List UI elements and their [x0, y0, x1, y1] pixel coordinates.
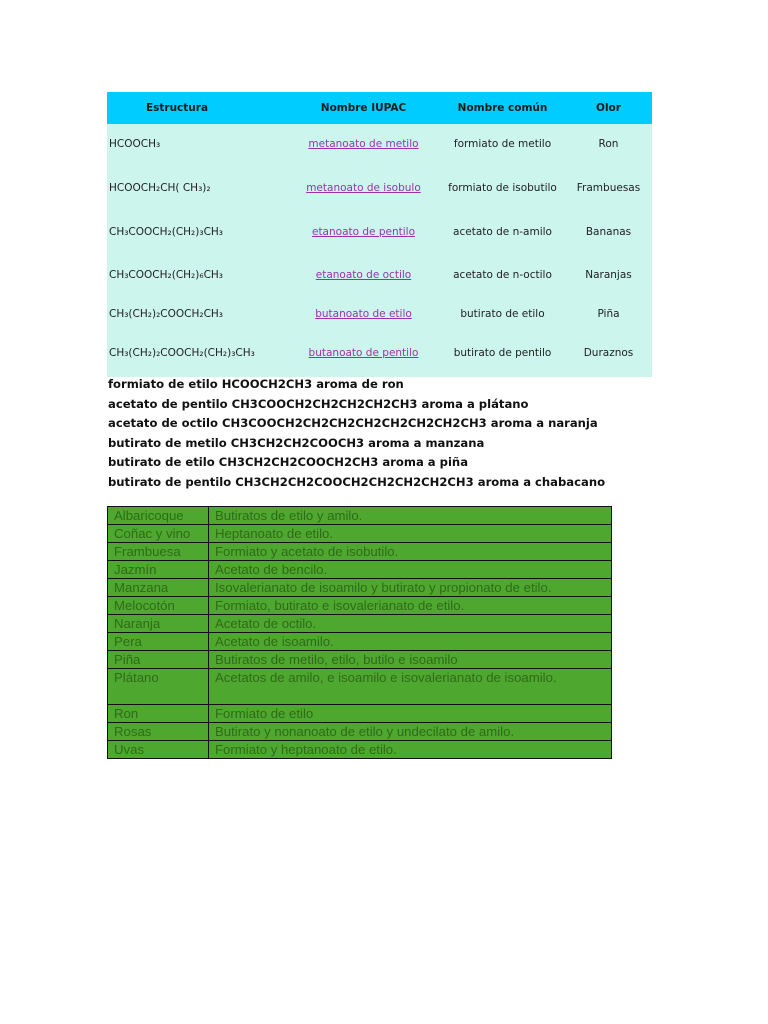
structure-cell: CH₃COOCH₂(CH₂)₆CH₃: [109, 269, 224, 281]
fruit-cell: Albaricoque: [108, 507, 209, 525]
aroma-line: butirato de pentilo CH3CH2CH2COOCH2CH2CH2CH2CH3 aroma a chabacano: [108, 474, 606, 489]
fruit-cell: Plátano: [108, 669, 209, 705]
iupac-cell: [287, 329, 440, 377]
fruit-cell: Frambuesa: [108, 543, 209, 561]
table-row: [108, 651, 612, 669]
esters-cell: Butiratos de etilo y amilo.: [209, 507, 612, 525]
esters-cell: Formiato, butirato e isovalerianato de etilo.: [209, 597, 612, 615]
fruit-cell: Piña: [108, 651, 209, 669]
table-row: [108, 525, 612, 543]
esters-cell: Acetato de octilo.: [209, 615, 612, 633]
common-name-cell: acetato de n-octilo: [453, 269, 552, 281]
iupac-link[interactable]: butanoato de etilo: [315, 308, 412, 320]
table-row: [107, 163, 652, 213]
aroma-line: butirato de etilo CH3CH2CH2COOCH2CH3 aroma a piña: [108, 455, 469, 470]
iupac-link[interactable]: metanoato de metilo: [308, 137, 419, 150]
table-row: [108, 561, 612, 579]
esters-cell: Isovalerianato de isoamilo y butirato y propionato de etilo.: [209, 579, 612, 597]
table-row: [108, 741, 612, 759]
esters-cell: Acetato de isoamilo.: [209, 633, 612, 651]
iupac-cell: [287, 299, 440, 329]
esters-cell: Formiato y acetato de isobutilo.: [209, 543, 612, 561]
table-row: [108, 669, 612, 705]
iupac-cell: [287, 163, 440, 213]
table-row: [107, 124, 652, 163]
common-name-cell: butirato de pentilo: [453, 347, 552, 359]
structure-cell: CH₃(CH₂)₂COOCH₂(CH₂)₃CH₃: [109, 347, 255, 359]
aroma-line: formiato de etilo HCOOCH2CH3 aroma de ron: [108, 377, 404, 391]
esters-cell: Acetato de bencilo.: [209, 561, 612, 579]
table-row: [107, 329, 652, 377]
fruit-cell: Naranja: [108, 615, 209, 633]
smell-cell: Piña: [597, 308, 620, 320]
smell-cell: Frambuesas: [576, 182, 641, 194]
fruit-cell: Melocotón: [108, 597, 209, 615]
common-name-cell: butirato de etilo: [460, 308, 545, 320]
header-nombre-comun: Nombre común: [457, 102, 548, 114]
iupac-cell: [287, 213, 440, 251]
common-name-cell: acetato de n-amilo: [453, 226, 552, 238]
table-row: [108, 507, 612, 525]
smell-cell: Bananas: [585, 226, 632, 238]
fruit-cell: Rosas: [108, 723, 209, 741]
header-estructura: Estructura: [145, 102, 209, 114]
header-nombre-iupac: Nombre IUPAC: [320, 102, 407, 114]
smell-cell: Ron: [598, 137, 619, 150]
iupac-link[interactable]: etanoato de pentilo: [311, 226, 416, 238]
common-name-cell: formiato de metilo: [453, 137, 552, 150]
ester-table: [107, 92, 652, 377]
table-row: [108, 543, 612, 561]
esters-cell: Butirato y nonanoato de etilo y undecilato de amilo.: [209, 723, 612, 741]
table-row: [108, 579, 612, 597]
esters-cell: Butiratos de metilo, etilo, butilo e isoamilo: [209, 651, 612, 669]
esters-cell: Formiato de etilo: [209, 705, 612, 723]
structure-cell: HCOOCH₃: [109, 137, 161, 150]
iupac-cell: [287, 124, 440, 163]
table-row: [107, 299, 652, 329]
aroma-line: acetato de octilo CH3COOCH2CH2CH2CH2CH2CH2CH2CH3 aroma a naranja: [108, 416, 598, 431]
aroma-line: butirato de metilo CH3CH2CH2COOCH3 aroma a manzana: [108, 435, 485, 450]
esters-cell: Heptanoato de etilo.: [209, 525, 612, 543]
fruit-cell: Coñac y vino: [108, 525, 209, 543]
structure-cell: CH₃COOCH₂(CH₂)₃CH₃: [109, 226, 224, 238]
table-row: [107, 213, 652, 251]
aroma-line: acetato de pentilo CH3COOCH2CH2CH2CH2CH3 aroma a plátano: [108, 396, 529, 411]
fruit-ester-table: [107, 506, 612, 759]
common-name-cell: formiato de isobutilo: [448, 182, 557, 194]
ester-table-header-row: [107, 92, 652, 124]
fruit-cell: Jazmín: [108, 561, 209, 579]
smell-cell: Naranjas: [585, 269, 632, 281]
fruit-cell: Ron: [108, 705, 209, 723]
structure-cell: HCOOCH₂CH( CH₃)₂: [109, 182, 211, 194]
iupac-link[interactable]: butanoato de pentilo: [308, 347, 419, 359]
esters-cell: Formiato y heptanoato de etilo.: [209, 741, 612, 759]
fruit-cell: Pera: [108, 633, 209, 651]
fruit-cell: Uvas: [108, 741, 209, 759]
iupac-cell: [287, 251, 440, 299]
aroma-list: [108, 375, 708, 493]
fruit-cell: Manzana: [108, 579, 209, 597]
header-olor: Olor: [596, 102, 621, 114]
table-row: [108, 597, 612, 615]
table-row: [108, 633, 612, 651]
table-row: [107, 251, 652, 299]
smell-cell: Duraznos: [583, 347, 634, 359]
structure-cell: CH₃(CH₂)₂COOCH₂CH₃: [109, 308, 224, 320]
iupac-link[interactable]: etanoato de octilo: [315, 269, 412, 281]
iupac-link[interactable]: metanoato de isobulo: [306, 182, 421, 194]
esters-cell: Acetatos de amilo, e isoamilo e isovalerianato de isoamilo.: [209, 669, 612, 705]
table-row: [108, 723, 612, 741]
table-row: [108, 705, 612, 723]
table-row: [108, 615, 612, 633]
